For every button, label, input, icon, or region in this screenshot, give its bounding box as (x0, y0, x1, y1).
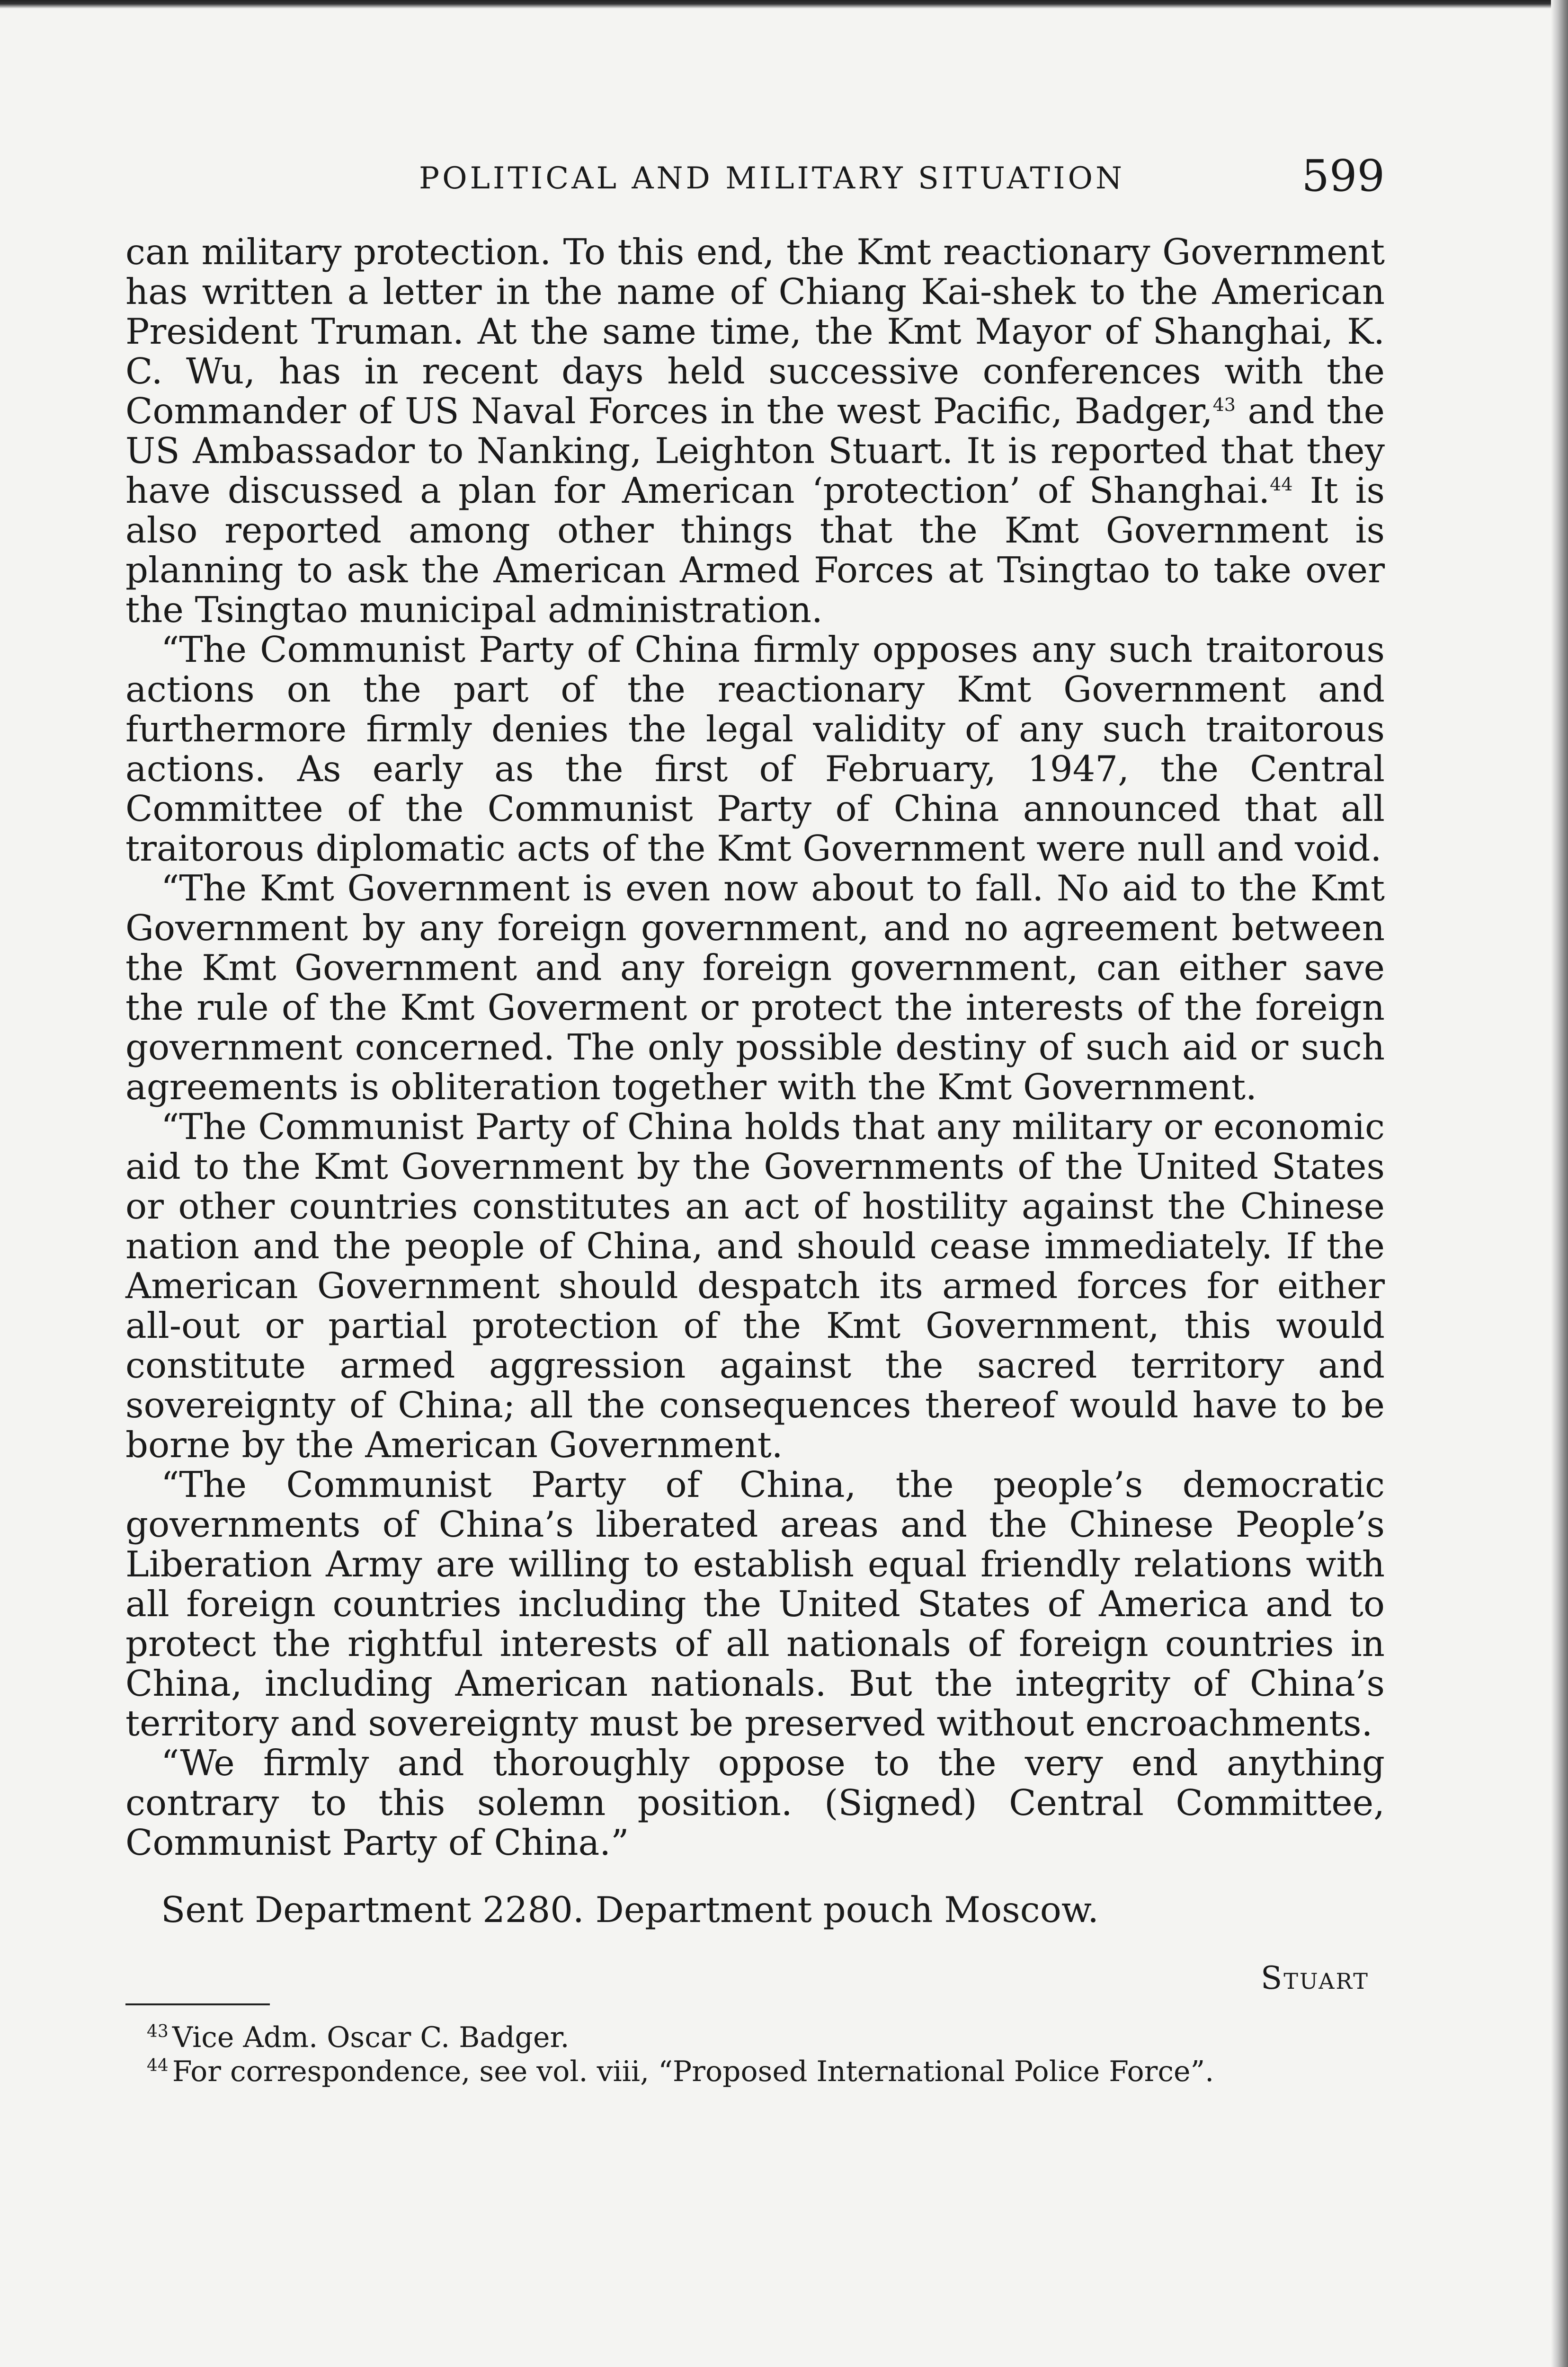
paragraph-1-part-c: It is also reported among other things that the Kmt Government is planning to ask the American Armed Forces at Tsingtao to take over the Tsingtao municipal administration. (125, 470, 1385, 631)
running-title: POLITICAL AND MILITARY SITUATION (419, 161, 1125, 196)
footnote-number: 43 (147, 2022, 169, 2041)
page-number: 599 (1301, 151, 1385, 201)
paragraph-6: “We firmly and thoroughly oppose to the very end anything contrary to this solemn position. (Signed) Central Committee, Communist Party of China.” (125, 1742, 1385, 1863)
footnote-rule (125, 2003, 270, 2005)
footnote-ref-44: 44 (1270, 474, 1293, 495)
paragraph-1-part-a: can military protection. To this end, the Kmt reactionary Government has written a letter in the name of Chiang Kai-shek to the American President Truman. At the same time, the Kmt Mayor of Shanghai, K. C. Wu, has in recent days held successive conferences with the Commander of US Naval Forces in the west Pacific, Badger, (125, 231, 1385, 432)
footnote-number: 44 (147, 2056, 169, 2075)
paragraph-3: “The Kmt Government is even now about to fall. No aid to the Kmt Government by any foreign government, and no agreement between the Kmt Government and any foreign government, can either save the rule of the Kmt Goverment or protect the interests of the foreign government concerned. The only possible destiny of such aid or such agreements is obliteration together with the Kmt Government. (125, 867, 1385, 1108)
footnote-text: For correspondence, see vol. viii, “Proposed International Police Force”. (172, 2055, 1214, 2088)
footnotes (147, 2020, 1387, 2089)
paragraph-2: “The Communist Party of China firmly opposes any such traitorous actions on the part of the reactionary Kmt Government and furthermore firmly denies the legal validity of any such traitorous actions. As early as the first of February, 1947, the Central Committee of the Communist Party of China announced that all traitorous diplomatic acts of the Kmt Government were null and void. (125, 629, 1385, 869)
sent-line: Sent Department 2280. Department pouch Moscow. (161, 1889, 1099, 1931)
footnote-text: Vice Adm. Oscar C. Badger. (172, 2021, 570, 2054)
paragraph-1-part-b: and the US Ambassador to Nanking, Leighton Stuart. It is reported that they have discussed a plan for American ‘protection’ of Shanghai. (125, 390, 1385, 511)
footnote-44 (147, 2055, 1387, 2089)
paragraph-1 (125, 232, 1385, 630)
body-text (125, 232, 1385, 1862)
footnote-43 (147, 2020, 1387, 2055)
footnote-ref-43: 43 (1212, 394, 1236, 415)
page-header (125, 151, 1385, 203)
signature: Stuart (1261, 1960, 1369, 1996)
scan-edge-right (1551, 0, 1568, 2367)
scan-edge-top (0, 0, 1568, 9)
paragraph-5: “The Communist Party of China, the people’s democratic governments of China’s liberated areas and the Chinese People’s Liberation Army are willing to establish equal friendly relations with all foreign countries including the United States of America and to protect the rightful interests of all nationals of foreign countries in China, including American nationals. But the integrity of China’s territory and sovereignty must be preserved without encroachments. (125, 1464, 1385, 1744)
paragraph-4: “The Communist Party of China holds that any military or economic aid to the Kmt Government by the Governments of the United States or other countries constitutes an act of hostility against the Chinese nation and the people of China, and should cease immediately. If the American Government should despatch its armed forces for either all-out or partial protection of the Kmt Government, this would constitute armed aggression against the sacred territory and sovereignty of China; all the consequences thereof would have to be borne by the American Government. (125, 1106, 1385, 1466)
